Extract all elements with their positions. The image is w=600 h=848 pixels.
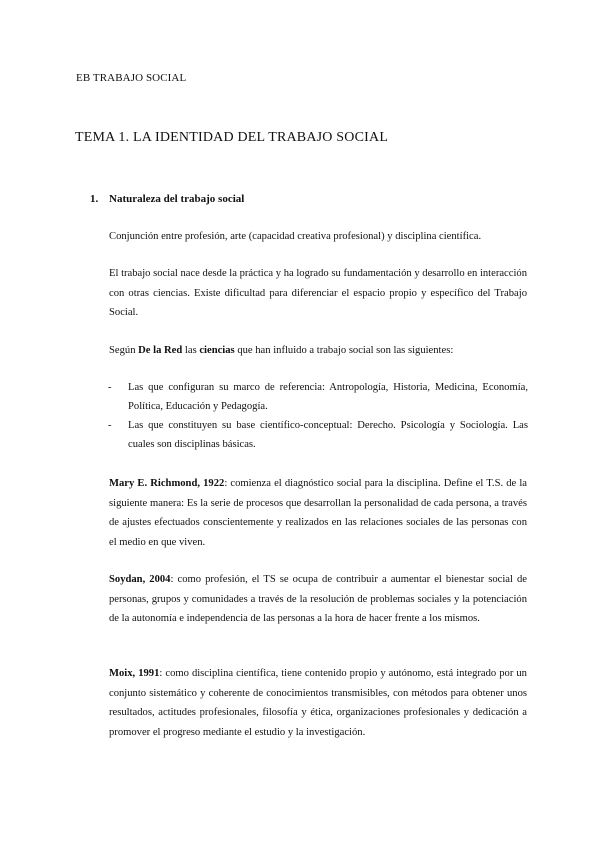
- section-number: 1.: [90, 193, 99, 205]
- definition-text: : comienza el diagnóstico social para la disciplina. Define el T.S. de la siguiente manera: Es la serie de procesos que desarrollan la personalidad de cada persona, a través de ajustes efectuados conscientemente y realizados en las relaciones sociales de las personas con el medio en que viven.: [109, 478, 527, 548]
- list-item-text: Las que configuran su marco de referencia: Antropología, Historia, Medicina, Economía, Política, Educación y Pedagogía.: [128, 382, 528, 412]
- definition-moix: [109, 664, 527, 742]
- bullet-dash: -: [108, 420, 112, 431]
- list-item-text: Las que constituyen su base científico-conceptual: Derecho. Psicología y Sociología. Las cuales son disciplinas básicas.: [128, 420, 528, 450]
- definition-soydan: [109, 570, 527, 629]
- definition-richmond: [109, 474, 527, 552]
- text-segment: las: [182, 345, 200, 356]
- text-segment: que han influido a trabajo social son las siguientes:: [234, 345, 454, 356]
- section-title: Naturaleza del trabajo social: [109, 193, 245, 205]
- document-header: EB TRABAJO SOCIAL: [76, 72, 187, 84]
- text-segment: Según: [109, 345, 139, 356]
- author-name: De la Red: [138, 345, 183, 356]
- sciences-list: [108, 378, 528, 454]
- list-item: [108, 378, 528, 416]
- page-title: TEMA 1. LA IDENTIDAD DEL TRABAJO SOCIAL: [75, 130, 389, 145]
- bullet-dash: -: [108, 382, 112, 393]
- paragraph-sciences-intro: [109, 341, 527, 361]
- list-item: [108, 416, 528, 454]
- definition-text: : como profesión, el TS se ocupa de contribuir a aumentar el bienestar social de personas, grupos y comunidades a través de la resolución de problemas sociales y la potenciación de la autonomía e independencia de las personas a la hora de hacer frente a los mismos.: [109, 574, 527, 624]
- paragraph-origin: El trabajo social nace desde la práctica y ha logrado su fundamentación y desarrollo en interacción con otras ciencias. Existe dificultad para diferenciar el espacio propio y específico del Trabajo Social.: [109, 268, 527, 318]
- emphasis-term: ciencias: [199, 345, 235, 356]
- author-name: Moix, 1991: [109, 668, 160, 679]
- paragraph-definition-intro: Conjunción entre profesión, arte (capacidad creativa profesional) y disciplina científica.: [109, 231, 482, 242]
- author-name: Soydan, 2004: [109, 574, 171, 585]
- definition-text: : como disciplina científica, tiene contenido propio y autónomo, está integrado por un conjunto sistemático y coherente de conocimientos transmisibles, con métodos para obtener unos resultados, actitudes profesionales, filosofía y ética, organizaciones profesionales y dedicación a promover el progreso mediante el estudio y la investigación.: [109, 668, 527, 738]
- author-name: Mary E. Richmond, 1922: [109, 478, 225, 489]
